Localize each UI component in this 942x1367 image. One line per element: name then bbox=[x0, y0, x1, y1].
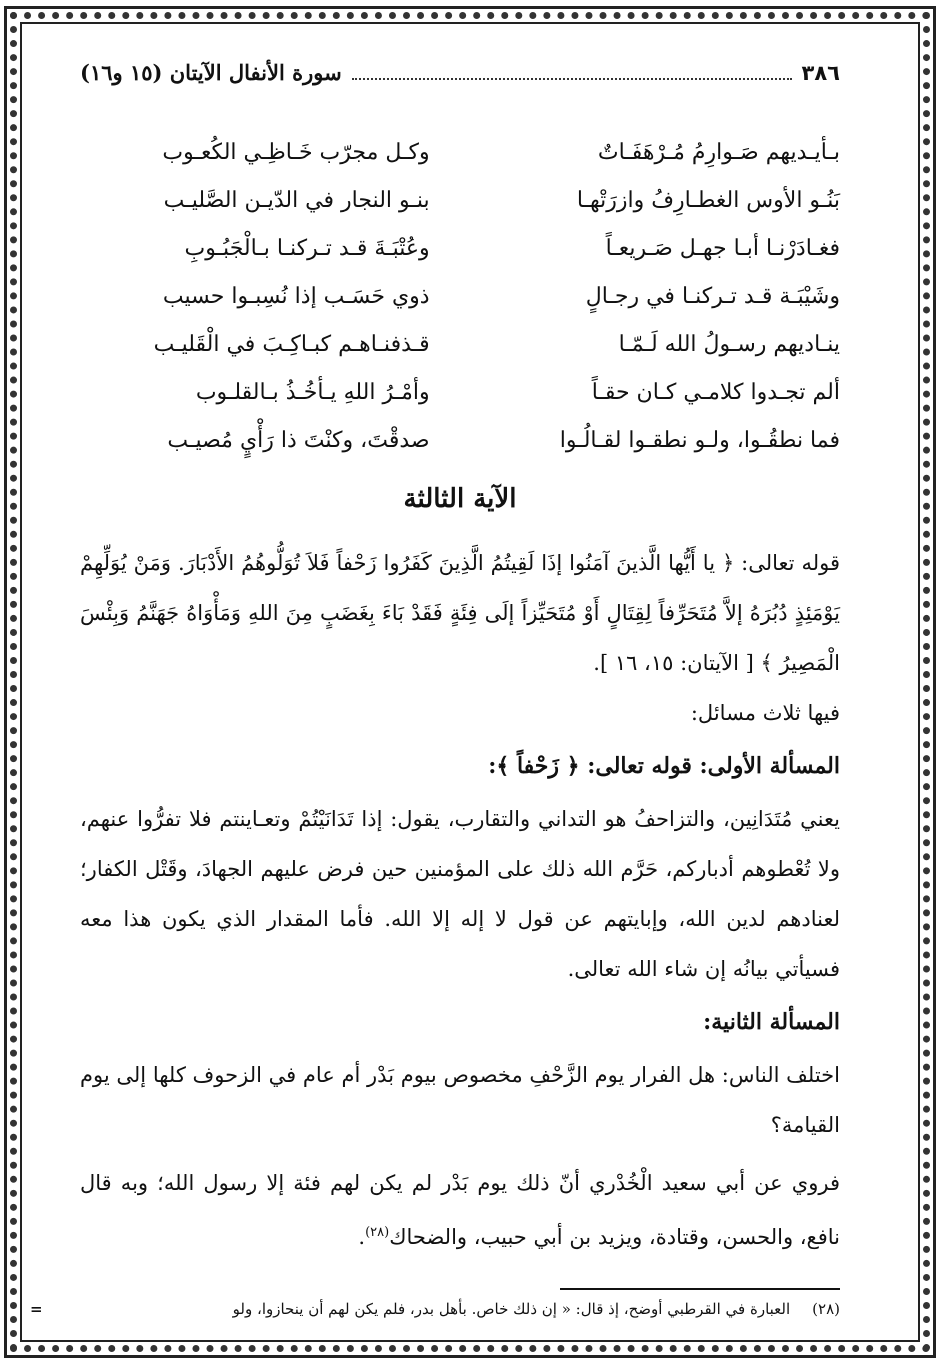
poem-hemistich-second bbox=[80, 188, 430, 236]
footnote-reference[interactable]: (٢٨) bbox=[365, 1225, 390, 1240]
poem-hemistich-first bbox=[490, 428, 840, 476]
hemistich-text: وشَيْبَـة قـد تـركنـا في رجـالٍ bbox=[585, 284, 840, 309]
hemistich-text: وكـل مجرّب خَـاظِـي الكُعـوب bbox=[162, 140, 430, 165]
poem-verse bbox=[80, 332, 840, 380]
header-dotted-leader bbox=[352, 78, 792, 80]
spacer bbox=[80, 1150, 840, 1158]
footnote-continuation-mark: = bbox=[30, 1300, 43, 1318]
hemistich-text: قـذفنـاهـم كبـاكِـبَ في الْقَليـب bbox=[153, 332, 430, 357]
section-heading: الآية الثالثة bbox=[403, 484, 517, 514]
footnote-separator bbox=[560, 1288, 840, 1290]
paragraph-text: فروي عن أبي سعيد الْخُدْري أنّ ذلك يوم بَدْر لم يكن لهم فئة إلا رسول الله؛ وبه قال نافع، والحسن، وقتادة، ويزيد بن أبي حبيب، والضحاك bbox=[80, 1171, 840, 1249]
paragraph-end: . bbox=[358, 1225, 366, 1249]
poem-hemistich-second bbox=[80, 236, 430, 284]
hemistich-text: ألم تجـدوا كلامـي كـان حقـاً bbox=[591, 380, 840, 405]
poem-hemistich-first bbox=[490, 332, 840, 380]
hemistich-text: فغـادَرْنـا أبـا جهـل صَـريعـاً bbox=[605, 236, 840, 261]
poem-verse bbox=[80, 236, 840, 284]
poem-verse bbox=[80, 188, 840, 236]
poem-hemistich-second bbox=[80, 380, 430, 428]
hemistich-text: وأمْـرُ اللهِ يـأخُـذُ بـالقلـوب bbox=[195, 380, 430, 405]
issue-two-heading: المسألة الثانية: bbox=[703, 1009, 840, 1035]
hemistich-text: صدقْتَ، وكنْتَ ذا رَأْيٍ مُصيـب bbox=[167, 428, 430, 453]
poem bbox=[80, 140, 840, 476]
poem-verse bbox=[80, 140, 840, 188]
poem-hemistich-second bbox=[80, 332, 430, 380]
hemistich-text: بنـو النجار في الدّيـن الصَّليـب bbox=[163, 188, 430, 213]
poem-hemistich-first bbox=[490, 140, 840, 188]
page-number: ٣٨٦ bbox=[801, 61, 840, 85]
poem-verse bbox=[80, 428, 840, 476]
hemistich-text: بـأيـديهم صَـوارِمُ مُـرْهَفَـاتٌ bbox=[597, 140, 840, 165]
footnote-number: (٢٨) bbox=[812, 1300, 840, 1318]
poem-hemistich-second bbox=[80, 284, 430, 332]
issue-two-paragraph: اختلف الناس: هل الفرار يوم الزَّحْفِ مخصوص بيوم بَدْر أم عام في الزحوف كلها إلى يوم القيامة؟ bbox=[80, 1063, 840, 1137]
hemistich-text: وعُتْبَـةَ قـد تـركنـا بـالْجَبُـوبِ bbox=[184, 236, 430, 261]
verse-paragraph: قوله تعالى: ﴿ يا أَيُّها الَّذينَ آمَنُوا إذَا لَقِيتُمُ الَّذِينَ كَفَرُوا زَحْفاً فَلاَ تُوَلُّوهُمُ الأَدْبَارَ. وَمَنْ يُوَلِّهِمْ يَوْمَئِذٍ دُبُرَهُ إلاَّ مُتَحَرِّفاً لِقِتَالٍ أَوْ مُتَحَيِّزاً إلَى فِئَةٍ فَقَدْ بَاءَ بِغَضَبٍ مِنَ اللهِ وَمَأْوَاهُ جَهَنَّمُ وَبِئْسَ الْمَصِيرُ ﴾ [ الآيتان: ١٥، ١٦ ]. bbox=[80, 551, 840, 675]
poem-hemistich-second bbox=[80, 428, 430, 476]
poem-hemistich-first bbox=[490, 284, 840, 332]
poem-hemistich-first bbox=[490, 236, 840, 284]
hemistich-text: بَنُـو الأوس الغطـارِفُ وازرَتْهـا bbox=[576, 188, 840, 213]
hemistich-text: ينـاديهم رسـولُ الله لَـمّـا bbox=[618, 332, 840, 357]
poem-verse bbox=[80, 380, 840, 428]
issues-intro: فيها ثلاث مسائل: bbox=[690, 701, 840, 725]
running-title: سورة الأنفال الآيتان (١٥ و١٦) bbox=[80, 60, 342, 85]
footnote-text: العبارة في القرطبي أوضح، إذ قال: « إن ذلك خاص. بأهل بدر، فلم يكن لهم أن ينحازوا، ولو bbox=[232, 1300, 791, 1318]
poem-hemistich-first bbox=[490, 188, 840, 236]
issue-two-paragraph-2 bbox=[80, 1158, 840, 1262]
hemistich-text: ذوي حَسَـب إذا نُسِبـوا حسيب bbox=[162, 284, 430, 309]
hemistich-text: فما نطقُـوا، ولـو نطقـوا لقـالُـوا bbox=[559, 428, 840, 453]
poem-verse bbox=[80, 284, 840, 332]
book-page bbox=[30, 60, 840, 1350]
poem-hemistich-second bbox=[80, 140, 430, 188]
poem-hemistich-first bbox=[490, 380, 840, 428]
footnote bbox=[30, 1300, 840, 1318]
issue-one-paragraph: يعني مُتَدَانِين، والتزاحفُ هو التداني والتقارب، يقول: إذا تَدَانَيْتُمْ وتعـاينتم فلا تفرُّوا عنهم، ولا تُعْطوهم أدباركم، حَرَّم الله ذلك على المؤمنين حين فرض عليهم الجهادَ، وقَتْل الكفار؛ لعنادهم لدين الله، وإبايتهم عن قول لا إله إلا الله. فأما المقدار الذي يكون هذا معه فسيأتي بيانُه إن شاء الله تعالى. bbox=[80, 807, 840, 981]
running-header bbox=[80, 60, 840, 100]
issue-one-heading: المسألة الأولى: قوله تعالى: ﴿ زَحْفاً ﴾: bbox=[488, 753, 840, 779]
